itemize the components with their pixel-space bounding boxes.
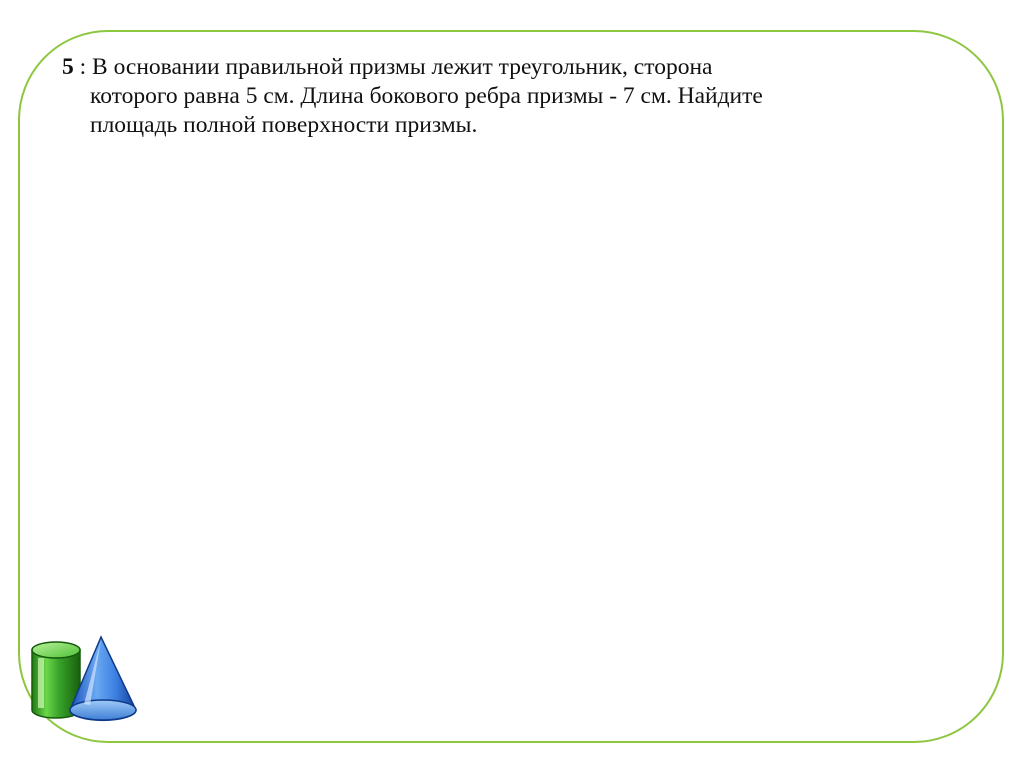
problem-number: 5 <box>62 54 74 80</box>
problem-separator: : <box>73 54 93 80</box>
geometry-shapes <box>26 634 142 724</box>
problem-line-2: которого равна 5 см. Длина бокового ребра призмы - 7 см. Найдите <box>90 83 763 109</box>
problem-line-3: площадь полной поверхности призмы. <box>90 112 478 138</box>
problem-line-1-text: В основании правильной призмы лежит треугольник, сторона <box>92 54 713 80</box>
problem-text <box>62 53 942 140</box>
problem-line-1 <box>62 53 942 82</box>
